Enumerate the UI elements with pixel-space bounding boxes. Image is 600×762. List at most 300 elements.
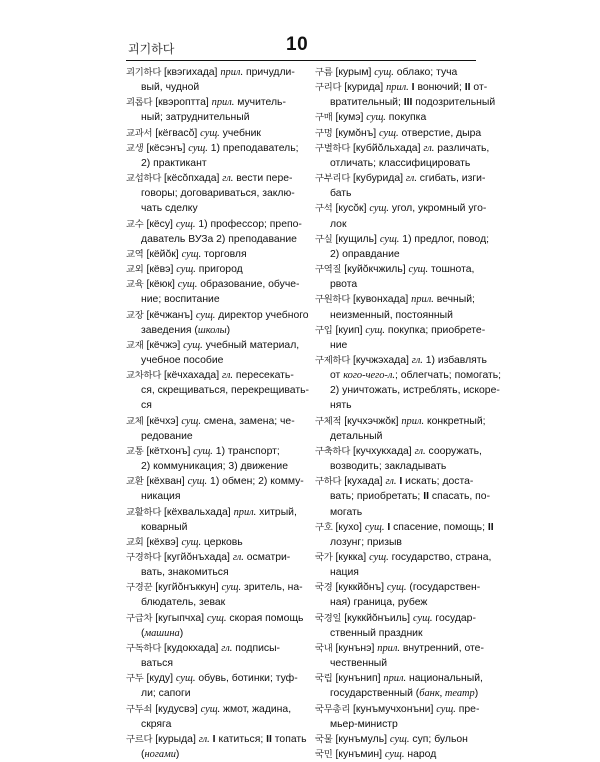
entry-text: [кучжэхада] (350, 354, 412, 366)
entry-line (126, 262, 296, 277)
headword: 교회 (126, 536, 144, 548)
dictionary-entry (126, 95, 296, 125)
entry-text: 2) практикант (141, 157, 207, 169)
entry-text: говоры; договариваться, заклю- (141, 188, 295, 200)
entry-text: бать (330, 188, 352, 200)
entry-text: [квэгихада] (161, 67, 221, 78)
entry-text: [кунъмуль] (332, 733, 390, 745)
headword: 교과서 (126, 127, 153, 139)
part-of-speech: сущ. (176, 264, 196, 276)
headword: 구별하다 (315, 142, 351, 154)
headword: 교환 (126, 476, 144, 488)
entry-continuation-line (126, 80, 296, 95)
entry-continuation-line (126, 110, 296, 125)
dictionary-entry (315, 414, 485, 444)
entry-text: [курида] (341, 82, 387, 94)
entry-text: никация (141, 491, 181, 503)
entry-text: лозунг; призыв (330, 536, 402, 548)
entry-continuation-line (315, 595, 485, 610)
part-of-speech: сущ. (183, 339, 203, 351)
entry-text: государ- (432, 612, 476, 624)
dictionary-entry (315, 232, 490, 262)
entry-continuation-line (126, 323, 296, 338)
headword: 구경하다 (126, 552, 162, 563)
entry-continuation-line (315, 156, 485, 171)
entry-line (126, 277, 300, 292)
entry-text: заведения ( (141, 324, 198, 336)
dictionary-entry (126, 671, 296, 701)
dictionary-entry (315, 353, 502, 414)
entry-text: ( (141, 627, 145, 639)
part-of-speech: сущ. (200, 127, 220, 139)
part-of-speech: прил. (411, 294, 434, 306)
headword: 구부리다 (315, 173, 351, 185)
dictionary-entry (126, 277, 300, 307)
part-of-speech: прил. (386, 82, 409, 94)
entry-text: ) (179, 627, 184, 639)
entry-text: [кубйŏльхада] (350, 142, 424, 154)
italic-note: школы (197, 324, 227, 336)
entry-text: [куип] (332, 324, 366, 336)
entry-line (126, 641, 296, 656)
headword: 국립 (315, 673, 333, 685)
entry-text: вратительный; (330, 97, 404, 109)
italic-note: банк, театр (419, 688, 475, 700)
dictionary-entry (315, 171, 485, 201)
part-of-speech: сущ. (408, 264, 429, 276)
dictionary-entry (315, 671, 485, 701)
headword: 국무총리 (315, 703, 351, 715)
headword: 교체 (126, 415, 144, 427)
part-of-speech: гл. (198, 733, 210, 745)
dictionary-entry (315, 80, 496, 110)
entry-text: скорая помощь (226, 612, 304, 624)
headword: 구역질 (315, 264, 342, 276)
entry-continuation-line (315, 383, 500, 398)
entry-text: подозрительный (412, 97, 496, 109)
entry-line (126, 368, 296, 383)
dictionary-entry (315, 474, 491, 519)
entry-continuation-line (126, 565, 296, 580)
dictionary-entry (126, 141, 299, 171)
entry-text: [кугыпчха] (152, 612, 207, 624)
entry-text: возводить; закладывать (330, 461, 447, 473)
entry-line (315, 65, 485, 80)
sense-number: I (411, 82, 415, 94)
headword: 교통 (126, 445, 144, 457)
entry-text: ние; воспитание (141, 294, 220, 306)
entry-text: суп; бульон (409, 733, 468, 745)
entry-text: учебный материал, (202, 339, 300, 351)
dictionary-entry (126, 535, 296, 550)
entry-text: государственный ( (330, 688, 420, 700)
entry-continuation-line (315, 565, 485, 580)
dictionary-entry (126, 505, 296, 535)
entry-text: 1) предлог, повод; (399, 233, 490, 245)
entry-text: [кёсŏпхада] (161, 173, 223, 185)
part-of-speech: сущ. (369, 552, 389, 563)
entry-text: ; облегчать; помогать; (394, 370, 502, 382)
dictionary-entry (315, 126, 485, 141)
headword: 교활하다 (126, 506, 162, 518)
entry-text: [кёхван] (143, 476, 188, 488)
part-of-speech: сущ. (181, 248, 202, 260)
entry-text: блюдатель, зевак (141, 597, 226, 609)
left-column (126, 65, 309, 762)
dictionary-entry (315, 641, 485, 671)
entry-text: топать (271, 733, 307, 745)
entry-text: ) (226, 324, 231, 336)
entry-text: [кёсу] (143, 218, 176, 230)
entry-continuation-line (315, 247, 485, 262)
entry-continuation-line (315, 686, 485, 701)
entry-text: [кучхукхада] (350, 445, 415, 457)
entry-continuation-line (126, 489, 296, 504)
italic-note: ногами (144, 749, 176, 761)
dictionary-entry (126, 126, 296, 141)
entry-text: учебник (219, 127, 261, 139)
entry-text: вать; приобретать; (330, 491, 424, 503)
dictionary-entry (315, 444, 485, 474)
entry-text: [кувонхада] (350, 294, 412, 306)
headword: 교차하다 (126, 370, 162, 382)
dictionary-entry (126, 308, 309, 338)
entry-text: [кёхвальхада] (161, 506, 234, 518)
part-of-speech: гл. (222, 173, 234, 185)
entry-text: хитрый, (256, 506, 297, 518)
entry-text: от- (470, 82, 488, 94)
headword: 구두 (126, 673, 144, 685)
headword: 구르다 (126, 733, 153, 745)
entry-text: катиться; (215, 733, 267, 745)
entry-text: ) (474, 688, 479, 700)
part-of-speech: гл. (405, 173, 417, 185)
entry-text: [куккйŏнъиль] (341, 612, 413, 624)
part-of-speech: сущ. (389, 733, 410, 745)
entry-line (315, 262, 485, 277)
entry-text: [кёчхахада] (161, 370, 222, 382)
entry-continuation-line (315, 429, 485, 444)
entry-text: [квэроптта] (152, 97, 212, 109)
headword: 구실 (315, 233, 333, 245)
entry-text: 1) избавлять (422, 354, 487, 366)
entry-text: [кёйŏк] (143, 248, 182, 260)
entry-text: ный; затруднительный (141, 112, 250, 124)
entry-text: от (330, 370, 344, 382)
entry-continuation-line (126, 747, 296, 762)
entry-line (315, 474, 485, 489)
headword: 구독하다 (126, 642, 162, 654)
headword: 구급차 (126, 612, 153, 624)
entry-text: [кусŏк] (332, 203, 370, 215)
entry-line (315, 414, 485, 429)
entry-text: могать (330, 506, 363, 518)
headword: 국물 (315, 733, 333, 745)
entry-text: государство, страна, (388, 552, 492, 563)
entry-text: ние (330, 339, 348, 351)
part-of-speech: прил. (211, 97, 235, 109)
part-of-speech: гл. (411, 354, 423, 366)
dictionary-entry (126, 550, 296, 580)
entry-text: облако; туча (393, 67, 458, 78)
entry-text: [кёсэнъ] (143, 142, 189, 154)
entry-line (315, 732, 485, 747)
entry-continuation-line (315, 308, 485, 323)
entry-line (126, 732, 307, 747)
part-of-speech: сущ. (200, 703, 221, 715)
entry-continuation-line (315, 626, 485, 641)
entry-text: внутренний, оте- (399, 642, 484, 654)
part-of-speech: прил. (377, 642, 400, 654)
sense-number: I (212, 733, 216, 745)
part-of-speech: прил. (233, 506, 257, 518)
entry-text: [кунъмучхонъни] (350, 703, 437, 715)
part-of-speech: гл. (232, 552, 244, 563)
part-of-speech: гл. (221, 642, 233, 654)
entry-continuation-line (315, 489, 491, 504)
entry-text: ся (141, 400, 152, 412)
headword: 교육 (126, 279, 144, 291)
sense-number: I (387, 521, 391, 533)
part-of-speech: сущ. (384, 749, 405, 761)
headword: 교장 (126, 309, 144, 321)
dictionary-entry (315, 520, 494, 550)
dictionary-entry (315, 65, 485, 80)
entry-text: отверстие, дыра (398, 127, 482, 139)
entry-text: [кёвэ] (143, 264, 177, 276)
dictionary-entry (126, 474, 304, 504)
headword: 구원하다 (315, 294, 351, 306)
entry-continuation-line (126, 686, 296, 701)
headword: 구입 (315, 324, 333, 336)
entry-continuation-line (126, 595, 296, 610)
entry-text: [кумŏнъ] (332, 127, 380, 139)
part-of-speech: сущ. (366, 112, 386, 124)
entry-line (315, 520, 494, 535)
part-of-speech: сущ. (181, 415, 201, 427)
entry-text: угол, укромный уго- (388, 203, 487, 215)
entry-text: 2) коммуникация; 3) движение (141, 461, 288, 473)
entry-line (126, 65, 296, 80)
entry-text: [курыда] (152, 733, 199, 745)
entry-continuation-line (126, 383, 309, 398)
entry-text: торговля (201, 248, 247, 260)
dictionary-entry (126, 247, 296, 262)
headword: 국경일 (315, 612, 342, 624)
header-rule (126, 60, 476, 61)
entry-text: 1) транспорт; (212, 445, 280, 457)
entry-text: нация (330, 567, 359, 579)
part-of-speech: сущ. (386, 582, 407, 594)
entry-text: [кумэ] (332, 112, 367, 124)
entry-line (315, 110, 485, 125)
headword: 구하다 (315, 476, 342, 488)
headword: 국민 (315, 749, 333, 761)
dictionary-entry (126, 702, 296, 732)
entry-text: [кукка] (332, 552, 370, 563)
part-of-speech: сущ. (175, 218, 196, 230)
entry-continuation-line (315, 717, 485, 732)
entry-text: 2) оправдание (330, 248, 400, 260)
entry-text: [кухо] (332, 521, 365, 533)
entry-text: вести перe- (233, 173, 293, 185)
entry-text: спасение, помощь; (390, 521, 488, 533)
entry-line (315, 232, 490, 247)
dictionary-entry (126, 611, 304, 641)
sense-number: III (403, 97, 413, 109)
right-column (315, 65, 502, 762)
headword: 교섭하다 (126, 173, 162, 185)
entry-line (315, 323, 485, 338)
entry-line (126, 671, 296, 686)
entry-line (126, 95, 296, 110)
dictionary-entry (126, 414, 296, 444)
entry-continuation-line (315, 535, 485, 550)
entry-line (126, 126, 296, 141)
entry-text: ( (141, 749, 145, 761)
entry-text: 1) преподаватель; (207, 142, 299, 154)
dictionary-entry (126, 262, 296, 277)
dictionary-entry (315, 580, 485, 610)
sense-number: I (399, 476, 403, 488)
headword: 교생 (126, 142, 144, 154)
entry-continuation-line (315, 459, 485, 474)
headword: 구멍 (315, 127, 333, 139)
entry-text: вонючий; (414, 82, 465, 94)
entry-text: спасать, по- (428, 491, 491, 503)
dictionary-entry (126, 641, 296, 671)
entry-line (315, 641, 485, 656)
entry-text: пре- (455, 703, 480, 715)
headword: 구축하다 (315, 445, 351, 457)
dictionary-entry (315, 110, 485, 125)
entry-text: ваться (141, 658, 173, 670)
dictionary-entry (315, 262, 485, 292)
sense-number: II (266, 733, 272, 745)
entry-text: вать, знакомиться (141, 567, 229, 579)
dictionary-entry (315, 732, 485, 747)
entry-line (315, 171, 485, 186)
part-of-speech: сущ. (195, 309, 216, 321)
entry-line (126, 702, 296, 717)
entry-line (315, 702, 485, 717)
entry-text: [куйŏкчжиль] (341, 264, 409, 276)
dictionary-entry (315, 201, 485, 231)
entry-text: [кёгвасŏ] (152, 127, 201, 139)
entry-text: неизменный, постоянный (330, 309, 453, 321)
part-of-speech: сущ. (181, 536, 202, 548)
entry-line (315, 141, 490, 156)
headword: 구호 (315, 521, 333, 533)
italic-note: машина (144, 627, 180, 639)
part-of-speech: сущ. (187, 476, 208, 488)
entry-text: рвота (330, 279, 358, 291)
entry-text: народ (404, 749, 437, 761)
part-of-speech: сущ. (412, 612, 433, 624)
part-of-speech: гл. (414, 445, 426, 457)
entry-line (126, 550, 296, 565)
part-of-speech: гл. (221, 370, 234, 382)
headword: 구매 (315, 112, 333, 124)
entry-text: (государствен- (406, 582, 481, 594)
entry-text: ли; сапоги (141, 688, 191, 700)
entry-line (126, 141, 299, 156)
entry-line (126, 338, 300, 353)
entry-text: [кухада] (341, 476, 386, 488)
entry-text: зритель, на- (241, 582, 303, 594)
entry-continuation-line (126, 717, 296, 732)
entry-text: ) (175, 749, 180, 761)
entry-text: [кугйŏнъхада] (161, 552, 233, 563)
headword: 구석 (315, 203, 333, 215)
dictionary-entry (126, 444, 296, 474)
entry-continuation-line (315, 505, 485, 520)
dictionary-entry (315, 292, 485, 322)
part-of-speech: прил. (383, 673, 407, 685)
dictionary-entry (126, 368, 309, 413)
part-of-speech: гл. (423, 142, 435, 154)
entry-text: учебное пособие (141, 354, 224, 366)
entry-text: 1) обмен; 2) комму- (207, 476, 304, 488)
dictionary-entry (315, 323, 485, 353)
headword: 국경 (315, 582, 333, 594)
entry-line (126, 505, 296, 520)
entry-text: сооружать, (425, 445, 482, 457)
entry-text: [куккйŏнъ] (332, 582, 387, 594)
entry-continuation-line (126, 429, 296, 444)
entry-text: даватель ВУЗа 2) преподавание (141, 233, 297, 245)
dictionary-entry (126, 732, 307, 762)
headword: 괴롭다 (126, 97, 153, 109)
entry-line (126, 580, 303, 595)
entry-text: [курым] (332, 67, 375, 78)
entry-text: искать; доста- (402, 476, 474, 488)
entry-text: нять (330, 400, 352, 412)
entry-line (315, 353, 485, 368)
entry-continuation-line (315, 186, 485, 201)
entry-text: [кёчжанъ] (143, 309, 196, 321)
part-of-speech: сущ. (206, 612, 227, 624)
entry-continuation-line (315, 398, 485, 413)
entry-text: тошнота, (428, 264, 475, 276)
entry-text: покупка; приобрете- (385, 324, 486, 336)
part-of-speech: сущ. (365, 324, 386, 336)
entry-text: скряга (141, 718, 172, 730)
part-of-speech: сущ. (436, 703, 456, 715)
entry-text: ся, скрещиваться, перекрещивать- (141, 385, 309, 397)
dictionary-entry (126, 338, 300, 368)
entry-continuation-line (315, 368, 502, 383)
entry-text: чать сделку (141, 203, 198, 215)
entry-text: [кудокхада] (161, 642, 222, 654)
entry-line (315, 671, 485, 686)
entry-line (315, 444, 485, 459)
entry-continuation-line (315, 217, 485, 232)
entry-continuation-line (126, 459, 296, 474)
entry-text: коварный (141, 521, 188, 533)
headword: 구경꾼 (126, 582, 153, 594)
entry-text: [кудусвэ] (152, 703, 201, 715)
entry-line (126, 611, 304, 626)
headword: 교재 (126, 339, 144, 351)
entry-continuation-line (126, 201, 296, 216)
entry-text: [кёхвэ] (143, 536, 182, 548)
entry-text: редование (141, 430, 193, 442)
entry-line (315, 80, 488, 95)
headword: 국내 (315, 642, 333, 654)
entry-continuation-line (126, 186, 296, 201)
dictionary-entry (126, 217, 302, 247)
